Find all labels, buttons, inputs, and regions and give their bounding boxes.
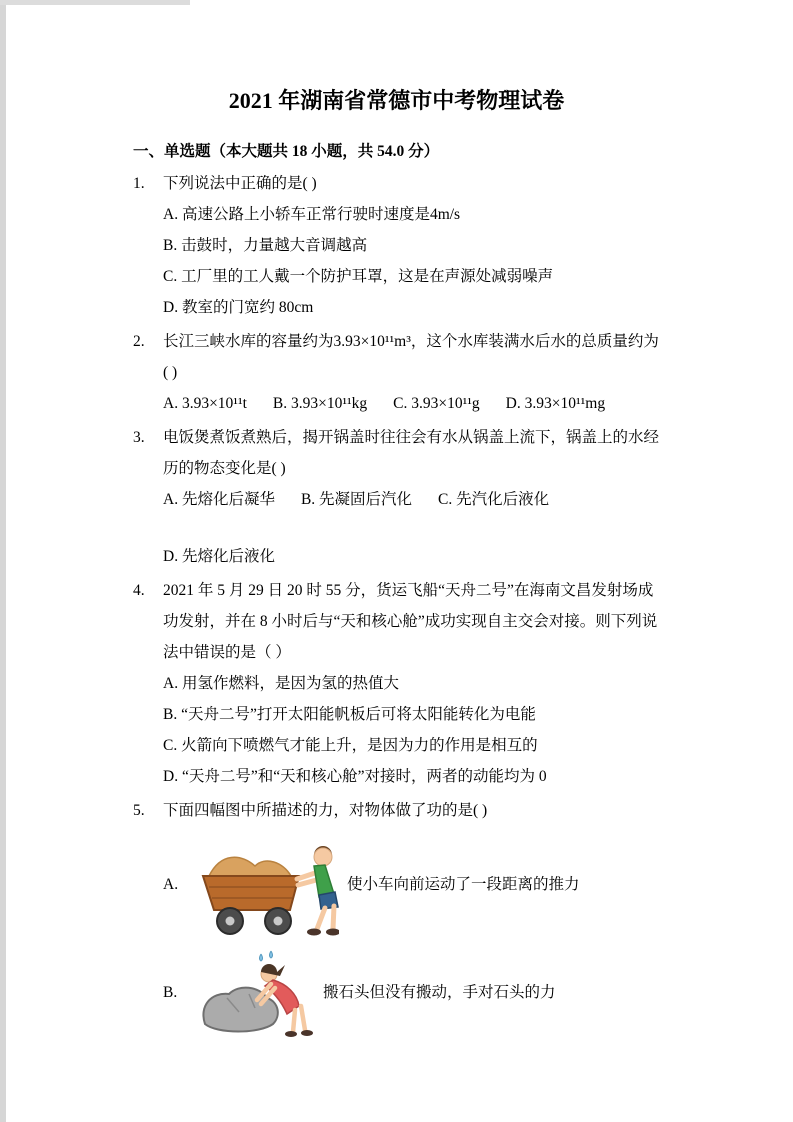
option-c: C. 工厂里的工人戴一个防护耳罩，这是在声源处减弱噪声 [163,268,554,285]
question-4 [133,575,663,792]
question-2 [133,326,663,419]
question-body [163,795,663,1048]
figure-option-b [163,946,663,1038]
option-c: C. 3.93×10¹¹g [393,395,480,412]
question-number: 3. [133,429,145,446]
question-5 [133,795,663,1048]
figure-caption: 使小车向前运动了一段距离的推力 [347,875,580,893]
options-row [163,484,663,572]
cart-body [203,876,299,910]
option-c: C. 先汽化后液化 [438,491,550,508]
option-d: D. 教室的门宽约 80cm [163,299,314,316]
question-3 [133,422,663,572]
question-stem: 长江三峡水库的容量约为3.93×10¹¹m³，这个水库装满水后水的总质量约为( ) [163,333,659,381]
exam-title: 2021 年湖南省常德市中考物理试卷 [228,88,565,113]
question-number: 5. [133,802,145,819]
figure-label: B. [163,983,178,1001]
question-number: 2. [133,333,145,350]
sand-heap [209,857,291,876]
option-b: B. “天舟二号”打开太阳能帆板后可将太阳能转化为电能 [163,706,536,723]
figure-label: A. [163,875,179,893]
page-edge-shadow-top [0,0,190,5]
option-a: A. 高速公路上小轿车正常行驶时速度是4m/s [163,206,461,223]
option-d: D. “天舟二号”和“天和核心舱”对接时，两者的动能均为 0 [163,768,547,785]
option-a: A. 先熔化后凝华 [163,491,275,508]
question-number: 4. [133,582,145,599]
question-list [133,168,663,1048]
question-body [163,575,663,792]
options-row [163,388,663,419]
figure-caption: 搬石头但没有搬动，手对石头的力 [323,983,556,1001]
question-body [163,326,663,419]
question-1 [133,168,663,323]
option-a: A. 3.93×10¹¹t [163,395,247,412]
question-stem: 下面四幅图中所描述的力，对物体做了功的是( ) [163,802,488,819]
option-d: D. 3.93×10¹¹mg [505,395,606,412]
option-b: B. 3.93×10¹¹kg [272,395,368,412]
option-a: A. 用氢作燃料，是因为氢的热值大 [163,675,399,692]
boy-figure [297,846,339,936]
question-stem: 电饭煲煮饭煮熟后，揭开锅盖时往往会有水从锅盖上流下，锅盖上的水经历的物态变化是( ) [163,429,660,477]
boy-pushing-cart-illustration [197,832,339,936]
page-edge-shadow-left [0,0,6,1122]
question-stem: 2021 年 5 月 29 日 20 时 55 分，货运飞船“天舟二号”在海南文昌发射场成功发射，并在 8 小时后与“天和核心舱”成功实现自主交会对接。则下列说法中错误的是（ ） [163,582,658,661]
option-b: B. 击鼓时，力量越大音调越高 [163,237,368,254]
girl-moving-rock-illustration [197,946,315,1038]
option-c: C. 火箭向下喷燃气才能上升，是因为力的作用是相互的 [163,737,538,754]
question-body [163,422,663,572]
question-stem: 下列说法中正确的是( ) [163,175,317,192]
section-header: 一、单选题（本大题共 18 小题，共 54.0 分） [133,143,440,160]
option-b: B. 先凝固后汽化 [300,491,413,508]
option-d: D. 先熔化后液化 [163,548,275,565]
question-number: 1. [133,175,145,192]
figure-option-a [163,832,663,936]
sweat-drops [260,951,273,961]
question-body [163,168,663,323]
